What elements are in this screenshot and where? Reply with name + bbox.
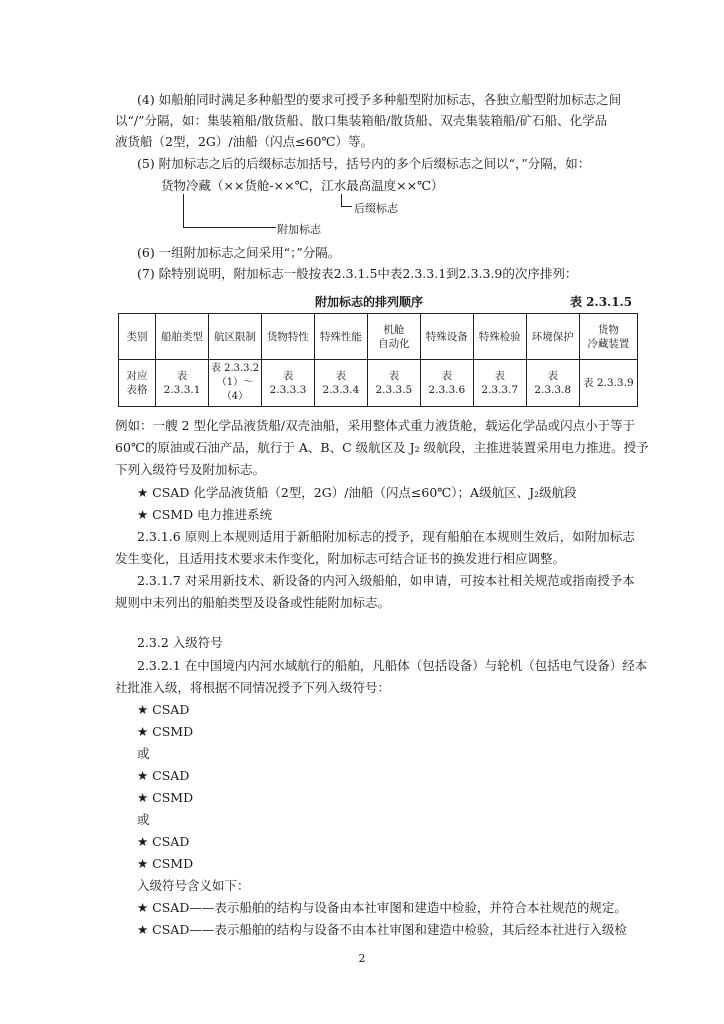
td-cell: 表 2.3.3.3 [261, 360, 314, 407]
s2317-line1: 2.3.1.7 对采用新技术、新设备的内河入级船舶，如申请，可按本社相关规范或指南授予本 [137, 573, 635, 588]
section-heading: 2.3.2 入级符号 [137, 635, 223, 650]
s2321-line2: 社批准入级，将根据不同情况授予下列入级符号： [115, 680, 391, 695]
para4-line2: 以“/”分隔，如：集装箱船/散货船、散口集装箱船/散货船、双壳集装箱船/矿石船、化学品 [115, 113, 608, 128]
example-csad: ★ CSAD 化学品液货船（2型，2G）/油船（闪点≤60℃）；A级航区、J₂级航段 [137, 485, 577, 500]
symbol-item: ★ CSAD [137, 702, 190, 717]
para4-line3: 液货船（2型，2G）/油船（闪点≤60℃）等。 [115, 134, 373, 149]
page-number: 2 [358, 952, 366, 965]
td-cell: 表 2.3.3.8 [526, 360, 579, 407]
meaning-line2: ★ CSAD——表示船舶的结构与设备不由本社审图和建造中检验，其后经本社进行入级检 [137, 922, 627, 937]
th-environment: 环境保护 [526, 314, 579, 360]
table-title: 附加标志的排列顺序 [315, 295, 424, 309]
th-category: 类别 [119, 314, 156, 360]
order-table [118, 313, 638, 407]
symbol-item: ★ CSMD [137, 856, 194, 871]
td-cell: 表 2.3.3.2 （1）～（4） [209, 360, 262, 407]
th-refrigeration: 货物 冷藏装置 [579, 314, 637, 360]
para6: (6) 一组附加标志之间采用“；”分隔。 [137, 245, 341, 260]
th-cargo: 货物特性 [261, 314, 314, 360]
s2316-line2: 发生变化，且适用技术要求未作变化，附加标志可结合证书的换发进行相应调整。 [115, 551, 566, 566]
symbol-item: ★ CSMD [137, 724, 194, 739]
td-cell: 表 2.3.3.6 [420, 360, 473, 407]
example-line3: 下列入级符号及附加标志。 [115, 462, 266, 477]
td-cell: 表 2.3.3.7 [473, 360, 526, 407]
suffix-connector [341, 194, 352, 207]
example-line2: 60℃的原油或石油产品，航行于 A、B、C 级航区及 J₂ 级航段，主推进装置采用电力推进。授予 [115, 440, 649, 455]
th-performance: 特殊性能 [314, 314, 367, 360]
td-cell: 表 2.3.3.1 [156, 360, 209, 407]
example-line1: 例如：一艘 2 型化学品液货船/双壳油船，采用整体式重力液货舱，载运化学品或闪点小于等于 [115, 418, 636, 433]
th-survey: 特殊检验 [473, 314, 526, 360]
symbol-or: 或 [137, 812, 150, 827]
th-ship-type: 船舶类型 [156, 314, 209, 360]
add-connector [183, 194, 276, 228]
td-row-label: 对应 表格 [119, 360, 156, 407]
table-number: 表 2.3.1.5 [570, 295, 633, 309]
example-csmd: ★ CSMD 电力推进系统 [137, 507, 273, 522]
symbol-item: ★ CSMD [137, 790, 194, 805]
td-cell: 表 2.3.3.9 [579, 360, 637, 407]
td-cell: 表 2.3.3.5 [367, 360, 420, 407]
meaning-heading: 入级符号含义如下： [137, 878, 250, 893]
symbol-item: ★ CSAD [137, 834, 190, 849]
s2317-line2: 规则中未列出的船舶类型及设备或性能附加标志。 [115, 595, 391, 610]
td-cell: 表 2.3.3.4 [314, 360, 367, 407]
table-header-row [119, 314, 638, 360]
meaning-line1: ★ CSAD——表示船舶的结构与设备由本社审图和建造中检验，并符合本社规范的规定。 [137, 900, 627, 915]
th-area: 航区限制 [209, 314, 262, 360]
suffix-label: 后缀标志 [354, 202, 398, 215]
para7: (7) 除特别说明，附加标志一般按表2.3.1.5中表2.3.3.1到2.3.3.9的次序排列： [137, 266, 578, 281]
para4-line1: (4) 如船舶同时满足多种船型的要求可授予多种船型附加标志，各独立船型附加标志之间 [137, 92, 622, 107]
para5-line1: (5) 附加标志之后的后缀标志加括号，括号内的多个后缀标志之间以“，”分隔，如： [137, 156, 591, 171]
th-engine: 机舱 自动化 [367, 314, 420, 360]
s2316-line1: 2.3.1.6 原则上本规则适用于新船附加标志的授予，现有船舶在本规则生效后，如附加标志 [137, 529, 635, 544]
symbol-item: ★ CSAD [137, 768, 190, 783]
th-equipment: 特殊设备 [420, 314, 473, 360]
table-row [119, 360, 638, 407]
add-label: 附加标志 [277, 223, 321, 236]
para5-example: 货物冷藏（××货舱-××℃，江水最高温度××℃） [161, 178, 444, 193]
s2321-line1: 2.3.2.1 在中国境内内河水域航行的船舶，凡船体（包括设备）与轮机（包括电气设备）经本 [137, 658, 648, 673]
symbol-or: 或 [137, 746, 150, 761]
